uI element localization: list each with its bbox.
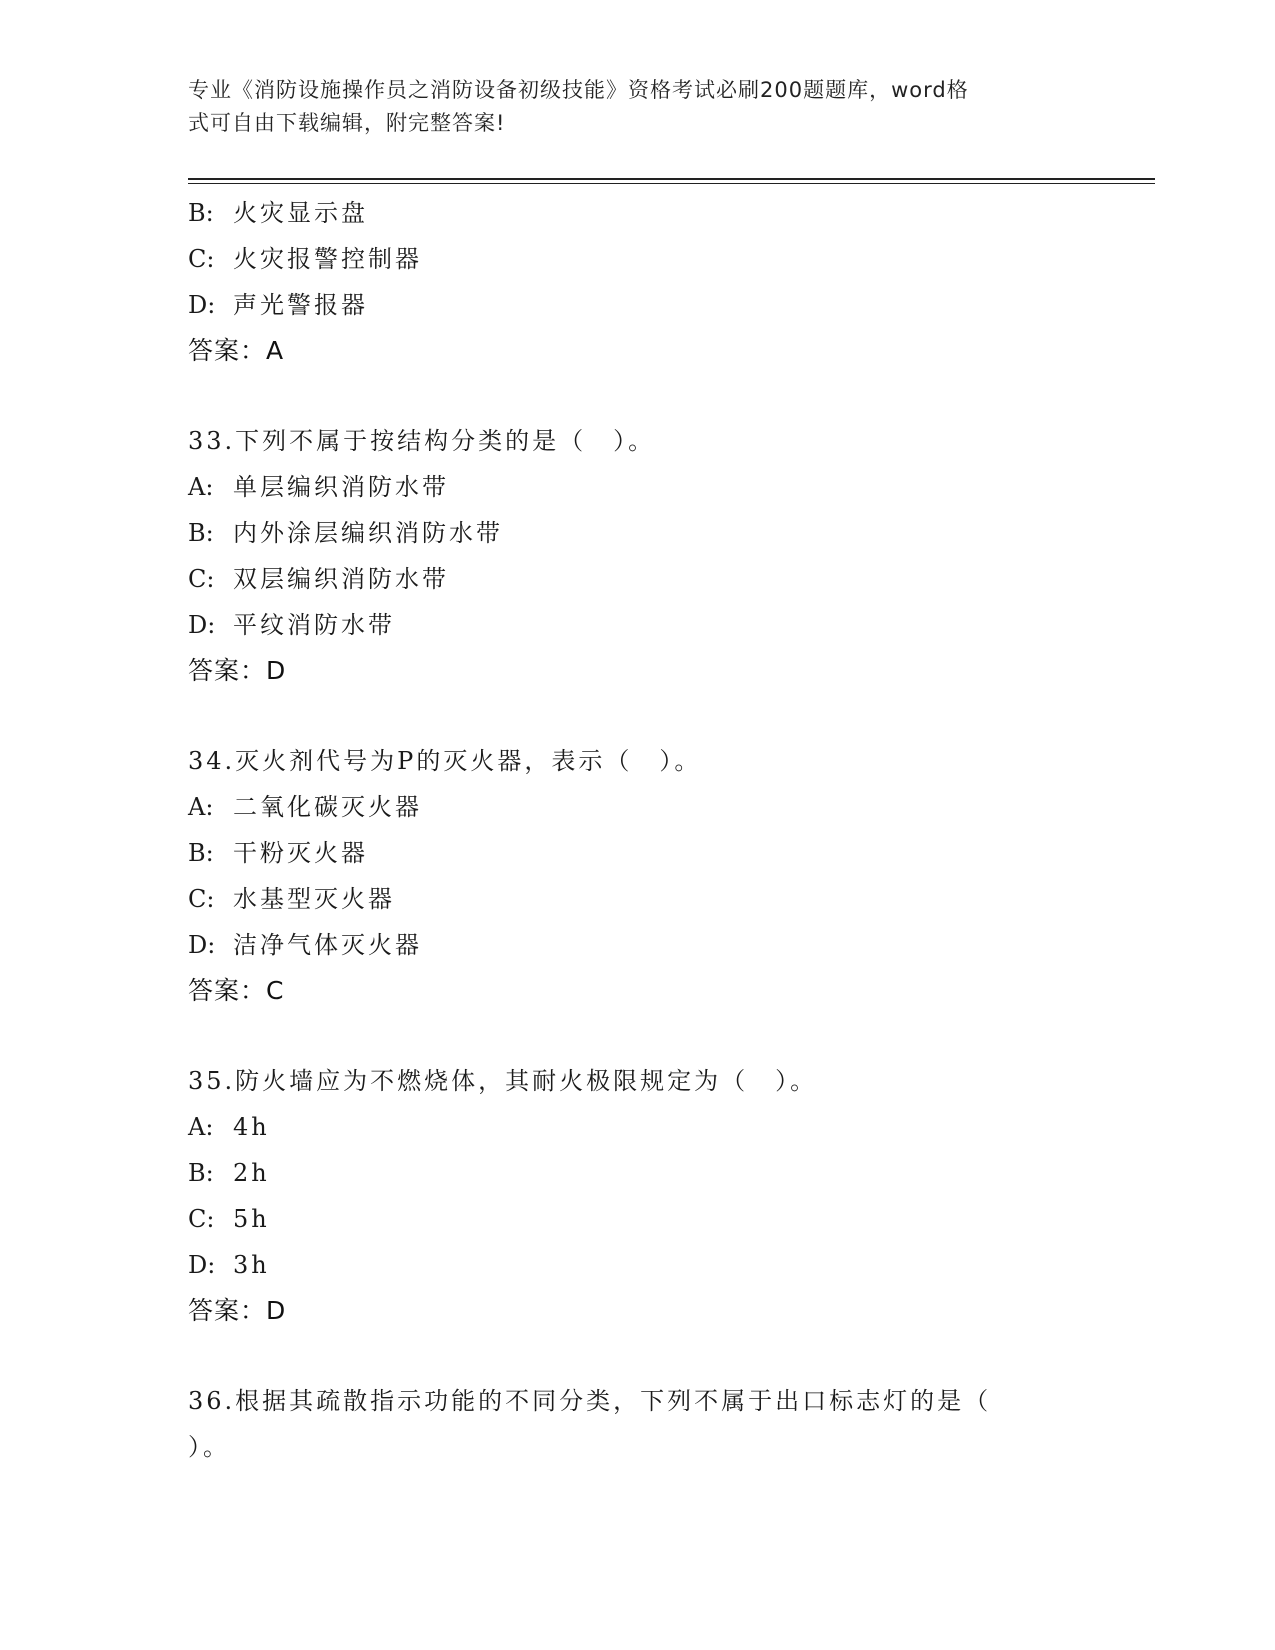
option-c: C: 5h bbox=[188, 1205, 270, 1233]
option-b: B: 2h bbox=[188, 1159, 270, 1187]
option-b: B: 内外涂层编织消防水带 bbox=[188, 519, 503, 547]
option-a: A: 4h bbox=[188, 1113, 270, 1141]
option-d: D: 3h bbox=[188, 1251, 270, 1279]
question-text: 34.灭火剂代号为P的灭火器，表示（ ）。 bbox=[188, 747, 702, 775]
question-block-36 bbox=[188, 1378, 1088, 1470]
answer: 答案：D bbox=[188, 1296, 287, 1325]
question-list bbox=[188, 190, 1088, 1470]
question-block-35 bbox=[188, 1058, 1088, 1334]
option-a: A: 单层编织消防水带 bbox=[188, 473, 449, 501]
header-divider-thin bbox=[188, 183, 1155, 184]
option-a: A: 二氧化碳灭火器 bbox=[188, 793, 422, 821]
question-block-34 bbox=[188, 738, 1088, 1014]
option-d: D: 声光警报器 bbox=[188, 291, 368, 319]
question-block-33 bbox=[188, 418, 1088, 694]
option-d: D: 洁净气体灭火器 bbox=[188, 931, 422, 959]
question-text-line-2: ）。 bbox=[188, 1433, 230, 1461]
option-b: B: 干粉灭火器 bbox=[188, 839, 368, 867]
option-c: C: 火灾报警控制器 bbox=[188, 245, 422, 273]
answer: 答案：D bbox=[188, 656, 287, 685]
option-d: D: 平纹消防水带 bbox=[188, 611, 395, 639]
question-block-prev bbox=[188, 190, 1088, 374]
header-divider-thick bbox=[188, 178, 1155, 180]
question-text: 33.下列不属于按结构分类的是（ ）。 bbox=[188, 427, 656, 455]
header-line-1: 专业《消防设施操作员之消防设备初级技能》资格考试必刷200题题库，word格 bbox=[188, 78, 969, 102]
option-c: C: 水基型灭火器 bbox=[188, 885, 395, 913]
question-text: 35.防火墙应为不燃烧体，其耐火极限规定为（ ）。 bbox=[188, 1067, 818, 1095]
option-c: C: 双层编织消防水带 bbox=[188, 565, 449, 593]
header-line-2: 式可自由下载编辑，附完整答案! bbox=[188, 111, 506, 135]
option-b: B: 火灾显示盘 bbox=[188, 199, 368, 227]
question-text-line-1: 36.根据其疏散指示功能的不同分类，下列不属于出口标志灯的是（ bbox=[188, 1387, 992, 1415]
answer: 答案：C bbox=[188, 976, 285, 1005]
answer: 答案：A bbox=[188, 336, 285, 365]
document-header bbox=[188, 74, 1068, 140]
